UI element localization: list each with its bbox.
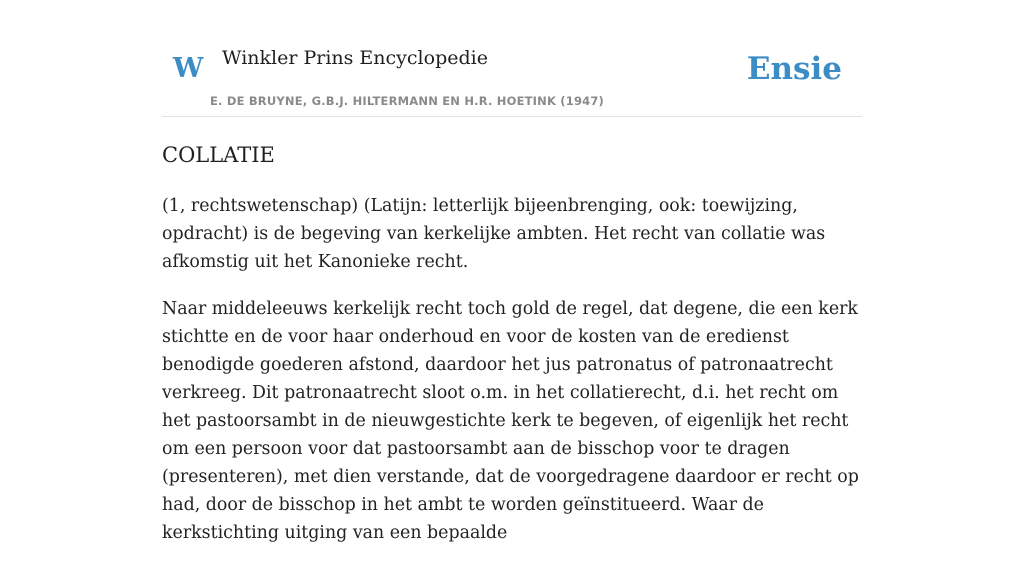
article-title: COLLATIE [162, 143, 275, 167]
brand-logo[interactable]: Ensie [746, 51, 842, 87]
site-title[interactable]: Winkler Prins Encyclopedie [222, 47, 488, 69]
site-logo[interactable]: W [173, 53, 204, 84]
site-header [162, 0, 862, 117]
article-paragraph: Naar middeleeuws kerkelijk recht toch gold de regel, dat degene, die een kerk stichtte en de voor haar onderhoud en voor de kosten van de eredienst benodigde goederen afstond, daardoor het jus patronatus of patronaatrecht verkreeg. Dit patronaatrecht sloot o.m. in het collatierecht, d.i. het recht om het pastoorsambt in de nieuwgestichte kerk te begeven, of eigenlijk het recht om een persoon voor dat pastoorsambt aan de bisschop voor te dragen (presenteren), met dien verstande, dat de voorgedragene daardoor er recht op had, door de bisschop in het ambt te worden geïnstitueerd. Waar de kerkstichting uitging van een bepaalde [162, 299, 859, 543]
article-body [162, 192, 870, 566]
authors-line: E. DE BRUYNE, G.B.J. HILTERMANN EN H.R. HOETINK (1947) [210, 94, 605, 108]
article-paragraph: (1, rechtswetenschap) (Latijn: letterlijk bijeenbrenging, ook: toewijzing, opdracht) is de begeving van kerkelijke ambten. Het recht van collatie was afkomstig uit het Kanonieke recht. [162, 196, 826, 272]
